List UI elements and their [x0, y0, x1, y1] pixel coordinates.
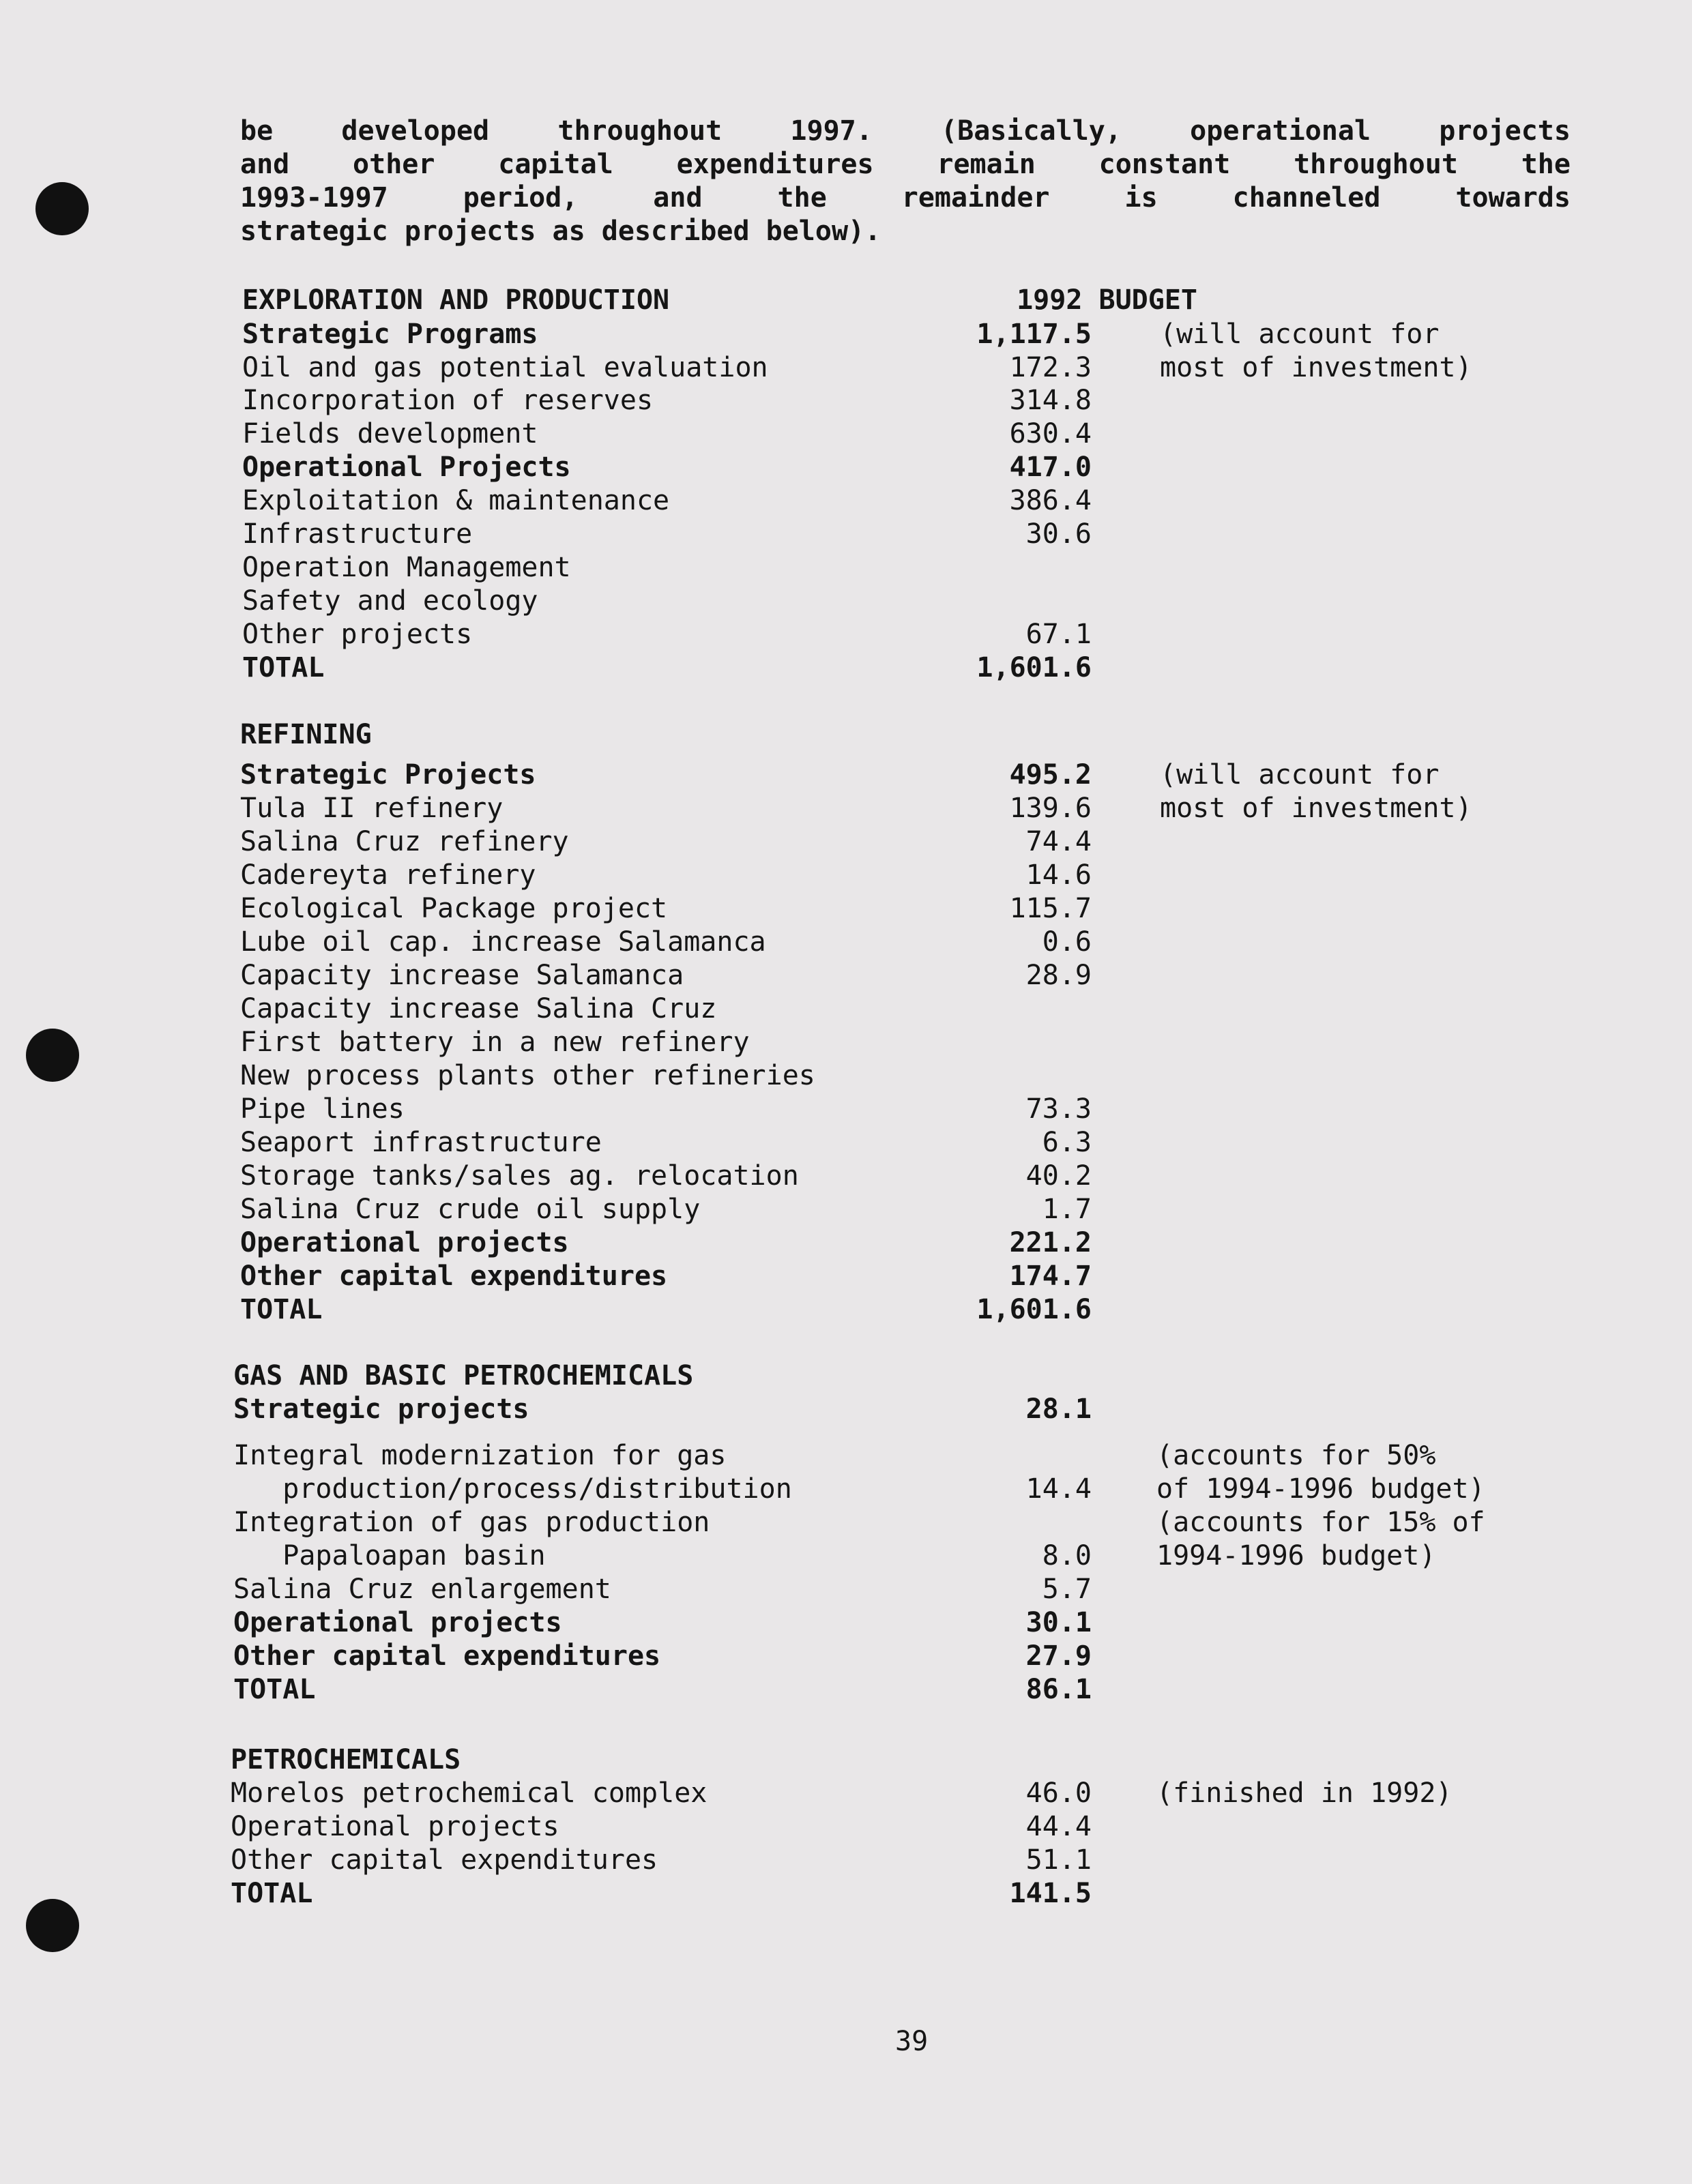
note-gas-3: (accounts for 15% of: [1156, 1507, 1485, 1538]
row-label: Safety and ecology: [242, 585, 538, 617]
table-row: [242, 318, 1092, 351]
intro-word: developed: [341, 115, 490, 147]
table-row: [242, 585, 1092, 618]
table-row: [240, 892, 1092, 926]
row-label: Other capital expenditures: [233, 1640, 661, 1672]
row-value: 46.0: [1025, 1777, 1092, 1809]
row-label: Capacity increase Salina Cruz: [240, 993, 717, 1024]
table-row: [240, 859, 1092, 892]
row-label: Pipe lines: [240, 1093, 405, 1125]
intro-paragraph: [240, 115, 1571, 248]
row-label: Other projects: [242, 619, 473, 650]
section-title: EXPLORATION AND PRODUCTION: [242, 284, 670, 316]
intro-line: [240, 115, 1571, 148]
row-label: Operational projects: [240, 1227, 569, 1258]
table-row: [233, 1573, 1092, 1606]
table-row: [240, 1059, 1092, 1093]
row-label: TOTAL: [231, 1878, 313, 1909]
table-row: [240, 825, 1092, 859]
row-label: Strategic Programs: [242, 319, 538, 350]
page-number: 39: [895, 2026, 929, 2057]
row-label: Capacity increase Salamanca: [240, 960, 684, 991]
table-row: [242, 384, 1092, 417]
note-gas-1: (accounts for 50%: [1156, 1440, 1436, 1471]
intro-word: the: [777, 182, 827, 213]
row-value: 28.1: [1025, 1393, 1092, 1425]
table-row: [240, 959, 1092, 992]
table-row: [233, 1606, 1092, 1640]
intro-word: remain: [937, 149, 1036, 180]
row-label: Incorporation of reserves: [242, 385, 654, 416]
intro-word: expenditures: [676, 149, 874, 180]
table-row: [240, 758, 1092, 792]
table-row: [233, 1539, 1092, 1573]
intro-word: channeled: [1232, 182, 1381, 213]
row-label: Integration of gas production: [233, 1507, 710, 1538]
intro-word: throughout: [1294, 149, 1458, 180]
row-value: 314.8: [1009, 385, 1092, 416]
row-value: 0.6: [1042, 926, 1092, 958]
table-row: [242, 451, 1092, 484]
row-label: production/process/distribution: [233, 1473, 792, 1505]
row-value: 14.6: [1025, 859, 1092, 891]
row-label: REFINING: [240, 719, 372, 750]
row-label: TOTAL: [240, 1294, 323, 1325]
table-row: [240, 1193, 1092, 1226]
row-label: Oil and gas potential evaluation: [242, 352, 768, 383]
row-label: Ecological Package project: [240, 893, 668, 924]
intro-word: towards: [1455, 182, 1571, 213]
row-value: 172.3: [1009, 352, 1092, 383]
table-row: [233, 1506, 1092, 1539]
intro-word: (Basically,: [941, 115, 1122, 147]
row-label: Tula II refinery: [240, 793, 504, 824]
row-label: Salina Cruz refinery: [240, 826, 569, 857]
row-label: TOTAL: [233, 1674, 316, 1705]
row-label: Other capital expenditures: [231, 1844, 658, 1876]
table-row: [231, 1743, 1092, 1777]
table-row: [233, 1473, 1092, 1506]
row-label: Operational projects: [231, 1811, 559, 1842]
row-value: 67.1: [1025, 619, 1092, 650]
binder-hole-top: [35, 182, 89, 235]
table-row: [233, 1640, 1092, 1673]
row-label: Strategic Projects: [240, 759, 536, 791]
table-row: [231, 1877, 1092, 1910]
row-value: 1,601.6: [976, 1294, 1092, 1325]
intro-line: [240, 148, 1571, 181]
row-label: First battery in a new refinery: [240, 1027, 750, 1058]
table-row: [240, 1293, 1092, 1327]
row-label: Exploitation & maintenance: [242, 485, 670, 516]
table-row: [233, 1393, 1092, 1426]
note-gas-4: 1994-1996 budget): [1156, 1540, 1436, 1571]
table-row: [233, 1673, 1092, 1707]
row-value: 386.4: [1009, 485, 1092, 516]
intro-word: be: [240, 115, 274, 147]
table-row: [240, 1160, 1092, 1193]
row-label: Operational Projects: [242, 452, 571, 483]
intro-line: [240, 181, 1571, 215]
table-row: [240, 1093, 1092, 1126]
row-label: Cadereyta refinery: [240, 859, 536, 891]
intro-word: operational: [1190, 115, 1371, 147]
table-row: [242, 518, 1092, 551]
row-value: 1,117.5: [976, 319, 1092, 350]
intro-word: projects: [1439, 115, 1571, 147]
table-row: [242, 651, 1092, 685]
row-value: 1,601.6: [976, 652, 1092, 683]
note-refining-2: most of investment): [1160, 793, 1472, 824]
table-row: [240, 1260, 1092, 1293]
note-gas-2: of 1994-1996 budget): [1156, 1473, 1485, 1505]
table-row: [240, 718, 1092, 752]
row-label: Lube oil cap. increase Salamanca: [240, 926, 766, 958]
row-label: Operational projects: [233, 1607, 562, 1638]
row-value: 30.6: [1025, 518, 1092, 550]
note-petrochem-1: (finished in 1992): [1156, 1777, 1453, 1809]
row-label: Morelos petrochemical complex: [231, 1777, 708, 1809]
row-label: Operation Management: [242, 552, 571, 583]
row-value: 40.2: [1025, 1160, 1092, 1192]
note-ep-2: most of investment): [1160, 352, 1472, 383]
table-row: [231, 1777, 1092, 1810]
row-value: 495.2: [1009, 759, 1092, 791]
row-value: 221.2: [1009, 1227, 1092, 1258]
table-row: [240, 1126, 1092, 1160]
row-value: 51.1: [1025, 1844, 1092, 1876]
row-label: Storage tanks/sales ag. relocation: [240, 1160, 799, 1192]
binder-hole-bottom: [26, 1899, 79, 1952]
intro-word: and: [653, 182, 703, 213]
row-value: 6.3: [1042, 1127, 1092, 1158]
row-label: GAS AND BASIC PETROCHEMICALS: [233, 1360, 694, 1391]
table-row: [240, 992, 1092, 1026]
table-row: [231, 1844, 1092, 1877]
intro-word: period,: [463, 182, 579, 213]
row-value: 44.4: [1025, 1811, 1092, 1842]
row-label: Salina Cruz crude oil supply: [240, 1194, 701, 1225]
table-row: [233, 1359, 1092, 1393]
section-header: [242, 284, 1197, 317]
table-row: [240, 1226, 1092, 1260]
row-value: 141.5: [1009, 1878, 1092, 1909]
binder-hole-middle: [26, 1029, 79, 1082]
row-value: 30.1: [1025, 1607, 1092, 1638]
row-label: PETROCHEMICALS: [231, 1744, 461, 1775]
row-label: Seaport infrastructure: [240, 1127, 602, 1158]
row-value: 8.0: [1042, 1540, 1092, 1571]
row-value: 28.9: [1025, 960, 1092, 991]
table-row: [231, 1810, 1092, 1844]
intro-word: and: [240, 149, 290, 180]
row-value: 86.1: [1025, 1674, 1092, 1705]
row-label: Integral modernization for gas: [233, 1440, 727, 1471]
intro-word: throughout: [557, 115, 723, 147]
table-row: [233, 1439, 1092, 1473]
row-value: 115.7: [1009, 893, 1092, 924]
table-row: [240, 926, 1092, 959]
row-label: TOTAL: [242, 652, 325, 683]
budget-column-header: 1992 BUDGET: [1017, 284, 1197, 316]
row-label: New process plants other refineries: [240, 1060, 815, 1091]
row-value: 5.7: [1042, 1574, 1092, 1605]
row-label: Strategic projects: [233, 1393, 529, 1425]
intro-word: 1993-1997: [240, 182, 388, 213]
table-row: [242, 618, 1092, 651]
row-value: 73.3: [1025, 1093, 1092, 1125]
intro-line: strategic projects as described below).: [240, 216, 881, 247]
row-value: 417.0: [1009, 452, 1092, 483]
intro-word: the: [1521, 149, 1571, 180]
table-row: [240, 792, 1092, 825]
table-row: [242, 417, 1092, 451]
row-label: Papaloapan basin: [233, 1540, 546, 1571]
intro-word: remainder: [901, 182, 1050, 213]
row-value: 27.9: [1025, 1640, 1092, 1672]
table-row: [240, 1026, 1092, 1059]
row-value: 174.7: [1009, 1260, 1092, 1292]
table-row: [242, 484, 1092, 518]
table-row: [242, 351, 1092, 385]
row-value: 14.4: [1025, 1473, 1092, 1505]
row-value: 74.4: [1025, 826, 1092, 857]
row-label: Salina Cruz enlargement: [233, 1574, 611, 1605]
row-value: 630.4: [1009, 418, 1092, 449]
row-value: 139.6: [1009, 793, 1092, 824]
row-label: Infrastructure: [242, 518, 473, 550]
note-ep-1: (will account for: [1160, 319, 1440, 350]
intro-word: capital: [498, 149, 613, 180]
intro-word: constant: [1098, 149, 1231, 180]
intro-word: 1997.: [790, 115, 873, 147]
note-refining-1: (will account for: [1160, 759, 1440, 791]
intro-word: other: [353, 149, 435, 180]
row-label: Other capital expenditures: [240, 1260, 668, 1292]
table-row: [242, 551, 1092, 585]
intro-word: is: [1124, 182, 1158, 213]
row-label: Fields development: [242, 418, 538, 449]
row-value: 1.7: [1042, 1194, 1092, 1225]
